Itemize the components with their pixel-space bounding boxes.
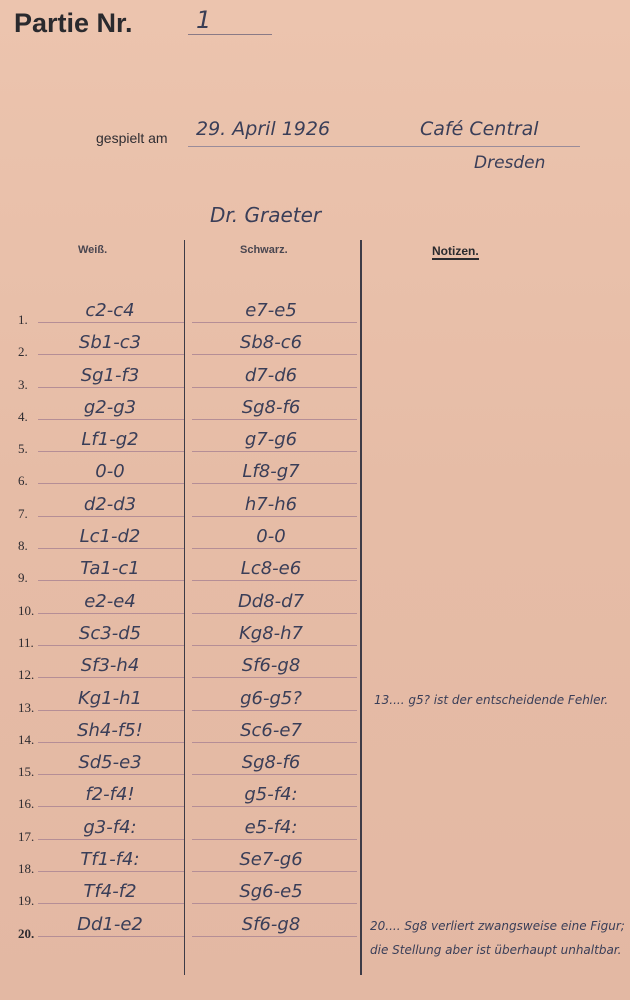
row-rule [192,710,357,711]
row-rule [192,451,357,452]
move-row [0,720,370,752]
white-move: c2-c4 [85,300,135,321]
black-move: Sf6-g8 [241,913,301,935]
move-number: 11. [18,634,34,650]
row-rule [192,645,357,646]
row-rule [38,516,184,517]
move-row [0,332,370,364]
move-number: 6. [18,473,28,489]
move-number: 8. [18,538,28,554]
black-move: d7-d6 [244,364,298,386]
row-rule [192,742,357,743]
row-rule [38,936,184,937]
move-row [0,429,370,461]
white-move: Sh4-f5! [77,719,143,741]
move-number: 18. [18,861,35,877]
played-label: gespielt am [96,130,168,146]
move-row [0,591,370,623]
move-row [0,397,370,429]
move-row [0,849,370,881]
row-rule [38,710,184,711]
white-move: 0-0 [95,461,125,483]
row-rule [192,677,357,678]
move-row [0,688,370,720]
move-number: 15. [18,764,35,780]
black-move: g6-g5? [240,687,302,709]
player-name: Dr. Graeter [210,203,322,227]
column-header-notes: Notizen. [432,244,479,258]
black-move: 0-0 [256,526,286,548]
game-number-line [188,34,272,35]
row-rule [192,806,357,807]
column-header-white: Weiß. [78,244,108,256]
row-rule [192,354,357,355]
move-row [0,914,370,946]
move-number: 3. [18,376,28,392]
black-move: Dd8-d7 [237,590,305,612]
black-move: Lc8-e6 [240,558,302,580]
column-header-black: Schwarz. [240,244,288,256]
row-rule [38,871,184,872]
white-move: Kg1-h1 [77,687,143,709]
black-move: h7-h6 [244,493,298,515]
white-move: g3-f4: [83,816,137,838]
row-rule [38,451,184,452]
row-rule [38,354,184,355]
black-move: Sb8-c6 [239,332,303,354]
move-row [0,655,370,687]
white-move: g2-g3 [83,396,137,418]
move-number: 17. [18,828,35,844]
black-move: Sg8-f6 [241,752,301,774]
row-rule [38,742,184,743]
row-rule [192,839,357,840]
move-row [0,752,370,784]
page-title: Partie Nr. [14,8,133,38]
row-rule [192,936,357,937]
move-list [0,300,370,946]
black-move: Sg6-e5 [239,881,303,903]
row-rule [192,322,357,323]
move-number: 16. [18,796,35,812]
move-number: 13. [18,699,35,715]
move-number: 1. [18,312,28,327]
black-move: g5-f4: [244,784,298,806]
row-rule [192,419,357,420]
white-move: Sf3-h4 [80,655,140,677]
white-move: Ta1-c1 [80,558,140,580]
black-move: Se7-g6 [239,849,303,871]
row-rule [192,774,357,775]
move-number: 14. [18,731,35,747]
black-move: e5-f4: [244,816,298,838]
move-number: 4. [18,408,28,424]
row-rule [38,322,184,323]
black-move: g7-g6 [244,429,298,451]
move-row [0,526,370,558]
row-rule [38,548,184,549]
played-date: 29. April 1926 [196,118,331,140]
move-row [0,881,370,913]
played-city: Dresden [474,153,546,173]
played-place: Café Central [420,118,539,140]
row-rule [38,677,184,678]
move-row [0,623,370,655]
black-move: Sf6-g8 [241,655,301,677]
title-row [14,8,133,39]
black-move: e7-e5 [245,300,297,321]
row-rule [38,580,184,581]
white-move: d2-d3 [83,493,137,515]
white-move: Lf1-g2 [81,429,139,451]
black-move: Lf8-g7 [242,461,300,483]
move-number: 9. [18,570,28,586]
row-rule [38,774,184,775]
move-row [0,817,370,849]
row-rule [192,483,357,484]
row-rule [192,871,357,872]
move-row [0,300,370,332]
row-rule [38,419,184,420]
note-move-20: 20.... Sg8 verliert zwangsweise eine Figur; die Stellung aber ist überhaupt unhaltbar. [370,919,625,957]
white-move: f2-f4! [85,784,135,806]
black-move: Kg8-h7 [238,622,304,644]
white-move: Sd5-e3 [78,752,142,774]
black-move: Sc6-e7 [240,719,302,741]
white-move: Sg1-f3 [80,364,140,386]
row-rule [38,613,184,614]
white-move: Tf1-f4: [80,849,140,871]
move-number: 10. [18,602,35,618]
row-rule [38,903,184,904]
white-move: Sb1-c3 [78,332,142,354]
black-move: Sg8-f6 [241,396,301,418]
move-row [0,558,370,590]
white-move: Dd1-e2 [77,913,143,935]
played-line [188,146,580,147]
row-rule [192,516,357,517]
move-row [0,784,370,816]
white-move: Sc3-d5 [78,622,142,644]
row-rule [192,613,357,614]
game-number: 1 [196,6,212,34]
row-rule [38,483,184,484]
move-row [0,494,370,526]
row-rule [38,645,184,646]
row-rule [192,548,357,549]
white-move: e2-e4 [84,590,136,612]
move-number: 5. [18,441,28,457]
white-move: Lc1-d2 [79,526,141,548]
move-number: 2. [18,344,28,360]
move-number: 20. [18,925,35,941]
move-row [0,365,370,397]
move-number: 7. [18,505,28,521]
row-rule [192,903,357,904]
row-rule [192,580,357,581]
note-move-13: 13.... g5? ist der entscheidende Fehler. [374,693,609,707]
row-rule [192,387,357,388]
white-move: Tf4-f2 [83,881,137,903]
row-rule [38,387,184,388]
move-number: 19. [18,893,35,909]
row-rule [38,839,184,840]
row-rule [38,806,184,807]
move-number: 12. [18,667,35,683]
move-row [0,461,370,493]
